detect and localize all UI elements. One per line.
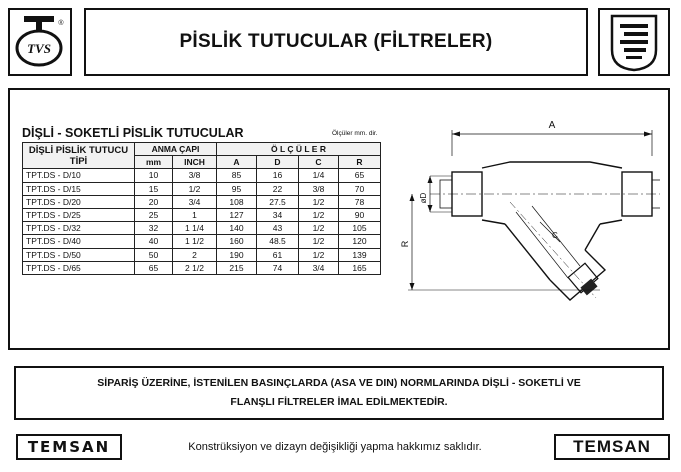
cell-a: 127 [217, 208, 257, 221]
dimension-d-label: øD [419, 192, 428, 204]
footer-disclaimer: Konstrüksiyon ve dizayn değişikliği yapma hakkımız saklıdır. [188, 441, 482, 453]
cell-inch: 1/2 [173, 182, 217, 195]
cell-d: 34 [257, 208, 299, 221]
cell-r: 70 [339, 182, 381, 195]
cell-r: 139 [339, 248, 381, 261]
cell-inch: 1 1/4 [173, 222, 217, 235]
cell-a: 140 [217, 222, 257, 235]
cell-d: 74 [257, 261, 299, 274]
cell-inch: 2 [173, 248, 217, 261]
cell-inch: 2 1/2 [173, 261, 217, 274]
table-row [23, 182, 381, 195]
units-note: Ölçüler mm. dir. [332, 130, 378, 137]
cell-mm: 32 [135, 222, 173, 235]
cell-model: TPT.DS - D/65 [23, 261, 135, 274]
table-row [23, 208, 381, 221]
cell-r: 165 [339, 261, 381, 274]
col-mm-header: mm [135, 156, 173, 169]
cell-r: 120 [339, 235, 381, 248]
cell-mm: 40 [135, 235, 173, 248]
col-inch-header: INCH [173, 156, 217, 169]
cell-inch: 3/4 [173, 195, 217, 208]
cell-c: 1/2 [299, 248, 339, 261]
col-c-header: C [299, 156, 339, 169]
dimensions-table [22, 142, 381, 275]
cell-c: 1/2 [299, 235, 339, 248]
cell-c: 1/4 [299, 169, 339, 182]
title-box [84, 8, 588, 76]
cell-mm: 15 [135, 182, 173, 195]
temsan-emblem [598, 8, 670, 76]
cell-d: 48.5 [257, 235, 299, 248]
col-a-header: A [217, 156, 257, 169]
cell-r: 78 [339, 195, 381, 208]
cell-model: TPT.DS - D/15 [23, 182, 135, 195]
cell-model: TPT.DS - D/50 [23, 248, 135, 261]
brand-logo-left [16, 434, 122, 460]
page-title: PİSLİK TUTUCULAR (FİLTRELER) [179, 31, 493, 52]
cell-a: 160 [217, 235, 257, 248]
table-row [23, 222, 381, 235]
tvs-logo-icon [10, 10, 70, 74]
cell-c: 1/2 [299, 222, 339, 235]
cell-mm: 25 [135, 208, 173, 221]
order-note-line-2: FLANŞLI FİLTRELER İMAL EDİLMEKTEDİR. [230, 396, 448, 408]
cell-a: 108 [217, 195, 257, 208]
order-note-box [14, 366, 664, 420]
cell-model: TPT.DS - D/20 [23, 195, 135, 208]
table-row [23, 195, 381, 208]
cell-c: 1/2 [299, 195, 339, 208]
cell-model: TPT.DS - D/40 [23, 235, 135, 248]
cell-c: 3/4 [299, 261, 339, 274]
cell-d: 22 [257, 182, 299, 195]
cell-a: 215 [217, 261, 257, 274]
dimension-r-label: R [400, 240, 410, 248]
cell-inch: 1 [173, 208, 217, 221]
cell-c: 1/2 [299, 208, 339, 221]
table-row [23, 235, 381, 248]
cell-r: 65 [339, 169, 381, 182]
cell-a: 190 [217, 248, 257, 261]
temsan-emblem-icon [600, 10, 668, 74]
cell-inch: 3/8 [173, 169, 217, 182]
cell-model: TPT.DS - D/25 [23, 208, 135, 221]
col-r-header: R [339, 156, 381, 169]
cell-d: 27.5 [257, 195, 299, 208]
cell-r: 105 [339, 222, 381, 235]
order-note-line-1: SİPARİŞ ÜZERİNE, İSTENİLEN BASINÇLARDA (ASA VE DIN) NORMLARINDA DİŞLİ - SOKETLİ VE [97, 377, 581, 389]
nominal-size-header: ANMA ÇAPI [135, 143, 217, 156]
tvs-logo [8, 8, 72, 76]
section-title: DİŞLİ - SOKETLİ PİSLİK TUTUCULAR [22, 126, 244, 140]
cell-mm: 50 [135, 248, 173, 261]
brand-logo-right [554, 434, 670, 460]
dimension-c-label: C [552, 231, 558, 240]
cell-mm: 20 [135, 195, 173, 208]
cell-model: TPT.DS - D/32 [23, 222, 135, 235]
col-d-header: D [257, 156, 299, 169]
brand-right-text: TEMSAN [573, 437, 651, 456]
cell-a: 85 [217, 169, 257, 182]
dimensions-header: Ö L Ç Ü L E R [217, 143, 381, 156]
cell-d: 16 [257, 169, 299, 182]
cell-c: 3/8 [299, 182, 339, 195]
cell-d: 43 [257, 222, 299, 235]
main-frame [8, 88, 670, 350]
tvs-logo-text: TVS [27, 41, 51, 56]
cell-r: 90 [339, 208, 381, 221]
model-column-header: DİŞLİ PİSLİK TUTUCU TİPİ [23, 143, 135, 169]
dimension-a-label: A [548, 120, 556, 131]
cell-mm: 65 [135, 261, 173, 274]
cell-inch: 1 1/2 [173, 235, 217, 248]
table-row [23, 169, 381, 182]
table-row [23, 248, 381, 261]
cell-mm: 10 [135, 169, 173, 182]
cell-a: 95 [217, 182, 257, 195]
registered-mark: ® [58, 20, 64, 27]
cell-d: 61 [257, 248, 299, 261]
table-row [23, 261, 381, 274]
brand-left-text: TEMSAN [27, 438, 111, 456]
cell-model: TPT.DS - D/10 [23, 169, 135, 182]
y-strainer-drawing [400, 110, 660, 310]
